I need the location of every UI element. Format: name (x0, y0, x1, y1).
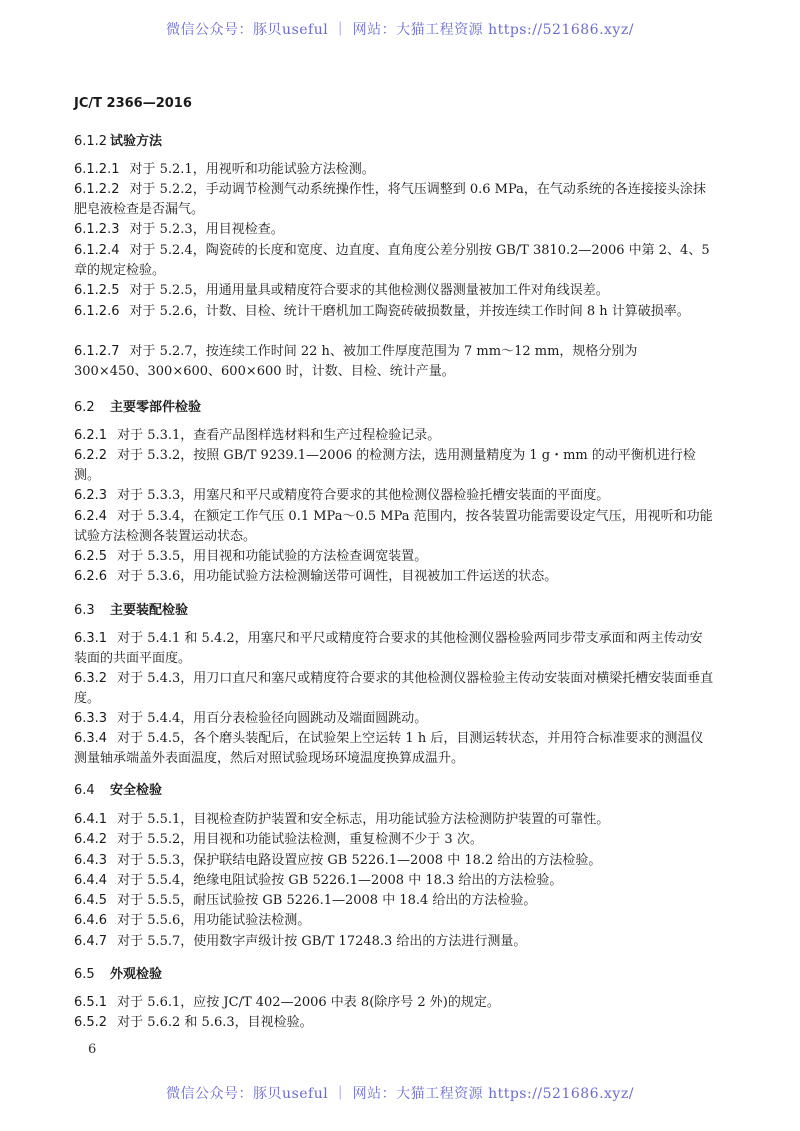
clause-number: 6.1.2.5 (74, 283, 120, 298)
section-number: 6.3 (74, 603, 95, 618)
section-number: 6.5 (74, 967, 95, 982)
clause (74, 342, 714, 382)
clause-text: 对于 5.2.1，用视听和功能试验方法检测。 (129, 162, 375, 177)
clause-number: 6.1.2.1 (74, 162, 120, 177)
clause-number: 6.1.2.4 (74, 243, 120, 258)
clause-number: 6.4.5 (74, 893, 108, 908)
clause-number: 6.1.2.6 (74, 304, 120, 319)
clause-text: 对于 5.3.6，用功能试验方法检测输送带可调性，目视被加工件运送的状态。 (117, 569, 558, 584)
clause-text: 对于 5.2.2，手动调节检测气动系统操作性，将气压调整到 0.6 MPa，在气动系统的各连接接头涂抹肥皂液检查是否漏气。 (74, 182, 706, 217)
clause-number: 6.3.4 (74, 731, 108, 746)
clause (74, 851, 714, 871)
clause-number: 6.1.2.7 (74, 344, 120, 359)
clause-text: 对于 5.5.6，用功能试验法检测。 (117, 913, 311, 928)
clause (74, 486, 714, 506)
clause-number: 6.4.3 (74, 853, 108, 868)
clause (74, 302, 714, 322)
clause-text: 对于 5.2.7，按连续工作时间 22 h、被加工件厚度范围为 7 mm～12 mm，规格分别为 300×450、300×600、600×600 时，计数、目检、统计产量。 (74, 344, 638, 379)
section-title: 主要零部件检验 (110, 400, 202, 415)
clause-text: 对于 5.2.5，用通用量具或精度符合要求的其他检测仪器测量被加工件对角线误差。 (129, 283, 609, 298)
section-title: 外观检验 (110, 967, 163, 982)
clause-text: 对于 5.3.5，用目视和功能试验的方法检查调宽装置。 (117, 549, 428, 564)
clause (74, 160, 714, 180)
clause-text: 对于 5.4.3，用刀口直尺和塞尺或精度符合要求的其他检测仪器检验主传动安装面对横梁托槽安装面垂直度。 (74, 671, 714, 706)
clause (74, 932, 714, 952)
clause-number: 6.5.2 (74, 1015, 108, 1030)
clause-text: 对于 5.5.4，绝缘电阻试验按 GB 5226.1—2008 中 18.3 给出的方法检验。 (117, 873, 563, 888)
clause (74, 446, 714, 486)
clause-number: 6.3.2 (74, 671, 108, 686)
clause-text: 对于 5.2.3，用目视检查。 (129, 222, 284, 237)
clause (74, 629, 714, 669)
section-title: 安全检验 (110, 783, 163, 798)
clause (74, 993, 714, 1013)
watermark-top: 微信公众号：豚贝useful ｜ 网站：大猫工程资源 https://521686.xyz/ (166, 22, 634, 38)
clause-number: 6.3.1 (74, 631, 108, 646)
section-number: 6.2 (74, 400, 95, 415)
section-title: 试验方法 (110, 134, 163, 149)
watermark-bottom: 微信公众号：豚贝useful ｜ 网站：大猫工程资源 https://521686.xyz/ (166, 1086, 634, 1102)
clause (74, 669, 714, 709)
section-heading (74, 396, 201, 415)
section-heading (74, 779, 162, 798)
clause-text: 对于 5.5.7，使用数字声级计按 GB/T 17248.3 给出的方法进行测量。 (117, 934, 527, 949)
clause (74, 810, 714, 830)
clause (74, 220, 714, 240)
clause-text: 对于 5.5.2，用目视和功能试验法检测，重复检测不少于 3 次。 (117, 832, 483, 847)
clause (74, 567, 714, 587)
clause (74, 281, 714, 301)
clause-number: 6.4.7 (74, 934, 108, 949)
clause-text: 对于 5.4.5，各个磨头装配后，在试验架上空运转 1 h 后，目测运转状态，并用符合标准要求的测温仪测量轴承端盖外表面温度，然后对照试验现场环境温度换算成温升。 (74, 731, 704, 766)
clause-number: 6.4.4 (74, 873, 108, 888)
clause-number: 6.3.3 (74, 711, 108, 726)
clause (74, 830, 714, 850)
clause-text: 对于 5.6.1，应按 JC/T 402—2006 中表 8(除序号 2 外)的规定。 (117, 995, 500, 1010)
clause (74, 911, 714, 931)
clause-text: 对于 5.3.1，查看产品图样选材料和生产过程检验记录。 (117, 428, 441, 443)
clause-text: 对于 5.5.1，目视检查防护装置和安全标志，用功能试验方法检测防护装置的可靠性。 (117, 812, 610, 827)
clause-text: 对于 5.2.4，陶瓷砖的长度和宽度、边直度、直角度公差分别按 GB/T 3810.2—2006 中第 2、4、5 章的规定检验。 (74, 243, 710, 278)
clause-text: 对于 5.4.4，用百分表检验径向圆跳动及端面圆跳动。 (117, 711, 428, 726)
clause-text: 对于 5.4.1 和 5.4.2，用塞尺和平尺或精度符合要求的其他检测仪器检验两同步带支承面和两主传动安装面的共面平面度。 (74, 631, 703, 666)
clause-text: 对于 5.5.3，保护联结电路设置应按 GB 5226.1—2008 中 18.2 给出的方法检验。 (117, 853, 602, 868)
clause-number: 6.2.5 (74, 549, 108, 564)
clause (74, 507, 714, 547)
clause-number: 6.2.1 (74, 428, 108, 443)
section-heading (74, 599, 188, 618)
section-heading (74, 130, 162, 149)
clause-number: 6.4.6 (74, 913, 108, 928)
section-number: 6.4 (74, 783, 95, 798)
clause (74, 426, 714, 446)
section-number: 6.1.2 (74, 134, 108, 149)
clause-text: 对于 5.3.2，按照 GB/T 9239.1—2006 的检测方法，选用测量精度为 1 g・mm 的动平衡机进行检测。 (74, 448, 696, 483)
clause-number: 6.2.6 (74, 569, 108, 584)
clause (74, 1013, 714, 1033)
page-number: 6 (88, 1042, 97, 1057)
clause (74, 241, 714, 281)
section-title: 主要装配检验 (110, 603, 189, 618)
clause-number: 6.1.2.2 (74, 182, 120, 197)
clause-text: 对于 5.5.5，耐压试验按 GB 5226.1—2008 中 18.4 给出的方法检验。 (117, 893, 537, 908)
clause (74, 729, 714, 769)
clause-text: 对于 5.6.2 和 5.6.3，目视检验。 (117, 1015, 313, 1030)
clause (74, 709, 714, 729)
clause (74, 871, 714, 891)
clause-number: 6.2.3 (74, 488, 108, 503)
clause-number: 6.1.2.3 (74, 222, 120, 237)
document-code: JC/T 2366—2016 (74, 96, 192, 111)
clause-number: 6.2.2 (74, 448, 108, 463)
clause-text: 对于 5.3.4，在额定工作气压 0.1 MPa～0.5 MPa 范围内，按各装置功能需要设定气压，用视听和功能试验方法检测各装置运动状态。 (74, 509, 713, 544)
clause (74, 891, 714, 911)
clause-number: 6.5.1 (74, 995, 108, 1010)
clause-text: 对于 5.3.3，用塞尺和平尺或精度符合要求的其他检测仪器检验托槽安装面的平面度。 (117, 488, 610, 503)
clause-number: 6.4.1 (74, 812, 108, 827)
clause-number: 6.2.4 (74, 509, 108, 524)
clause-number: 6.4.2 (74, 832, 108, 847)
clause-text: 对于 5.2.6，计数、目检、统计干磨机加工陶瓷砖破损数量，并按连续工作时间 8 h 计算破损率。 (129, 304, 690, 319)
clause (74, 180, 714, 220)
clause (74, 547, 714, 567)
section-heading (74, 963, 162, 982)
